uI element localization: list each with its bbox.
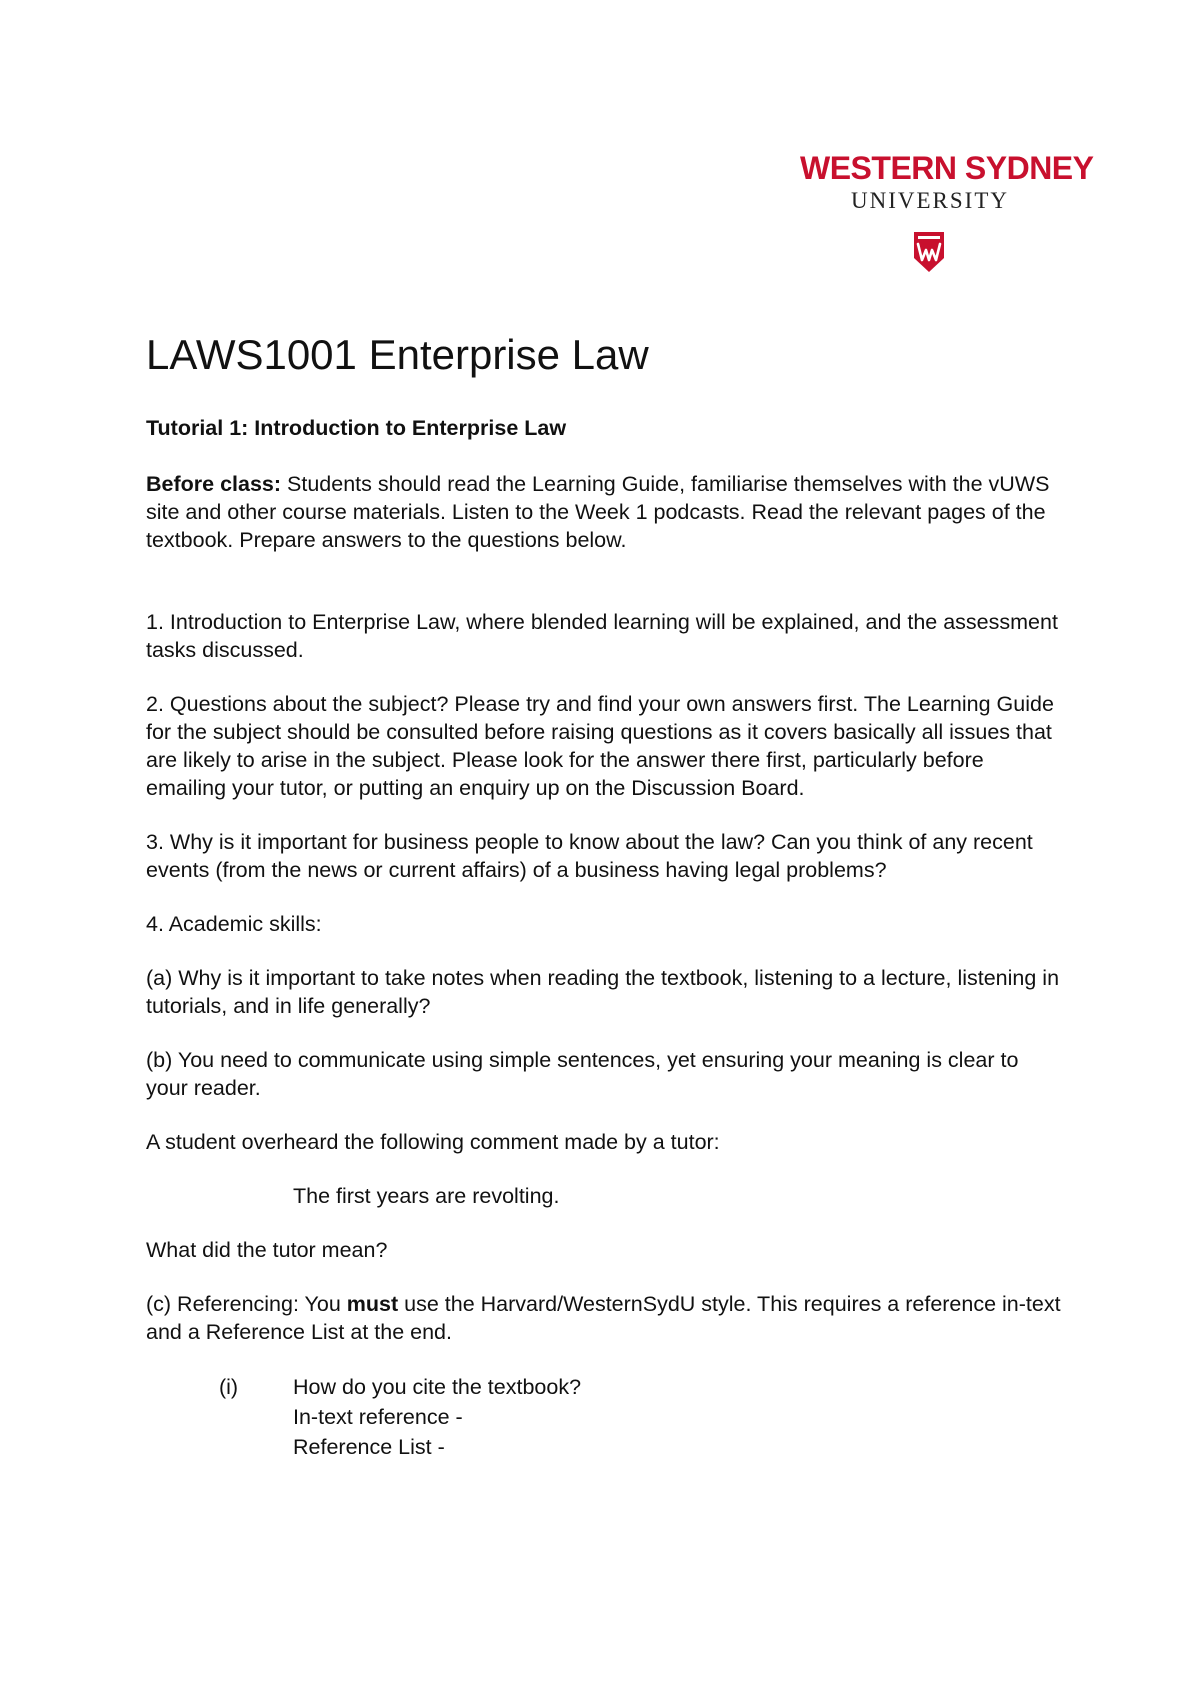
overheard-text: A student overheard the following comment made by a tutor: — [146, 1130, 720, 1155]
question-4: 4. Academic skills: — [146, 912, 322, 937]
document-body — [146, 330, 1066, 1462]
sub-question-i — [146, 1372, 1066, 1462]
sub-question-line-1: How do you cite the textbook? — [293, 1375, 582, 1400]
question-3: 3. Why is it important for business people to know about the law? Can you think of any recent events (from the news or current affairs) of a business having legal problems? — [146, 830, 1033, 883]
question-1: 1. Introduction to Enterprise Law, where blended learning will be explained, and the assessment tasks discussed. — [146, 610, 1058, 663]
sub-question-lines — [293, 1372, 581, 1462]
before-class-text: Students should read the Learning Guide, familiarise themselves with the vUWS site and other course materials. Listen to the Week 1 podcasts. Read the relevant pages of the textbook. Prepare answers to the questions below. — [146, 472, 1050, 553]
question-2: 2. Questions about the subject? Please try and find your own answers first. The Learning Guide for the subject should be consulted before raising questions as it covers basically all issues that are likely to arise in the subject. Please look for the answer there first, particularly before emailing your tutor, or putting an enquiry up on the Discussion Board. — [146, 692, 1054, 801]
tutor-mean-question: What did the tutor mean? — [146, 1238, 388, 1263]
tutor-quote: The first years are revolting. — [293, 1184, 560, 1209]
sub-question-number: (i) — [219, 1375, 239, 1400]
sub-question-line-2: In-text reference - — [293, 1405, 463, 1430]
university-logo — [800, 150, 1094, 280]
logo-wordmark-line1: WESTERN SYDNEY — [800, 150, 1094, 186]
logo-wordmark-line2: UNIVERSITY — [851, 188, 1009, 213]
q4c-emphasis: must — [346, 1292, 399, 1317]
before-class-label: Before class: — [146, 472, 282, 497]
q4c-pre: (c) Referencing: You — [146, 1292, 347, 1317]
tutorial-subtitle: Tutorial 1: Introduction to Enterprise Law — [146, 416, 567, 441]
before-class-paragraph — [146, 470, 1066, 554]
q4c-post: use the Harvard/WesternSydU style. This requires a reference in-text and a Reference List at the end. — [146, 1292, 1061, 1345]
question-4c — [146, 1290, 1066, 1346]
document-title: LAWS1001 Enterprise Law — [146, 331, 649, 378]
shield-icon — [912, 230, 946, 274]
question-4a: (a) Why is it important to take notes when reading the textbook, listening to a lecture, listening in tutorials, and in life generally? — [146, 966, 1060, 1019]
sub-question-line-3: Reference List - — [293, 1435, 445, 1460]
question-4b: (b) You need to communicate using simple sentences, yet ensuring your meaning is clear to your reader. — [146, 1048, 1019, 1101]
